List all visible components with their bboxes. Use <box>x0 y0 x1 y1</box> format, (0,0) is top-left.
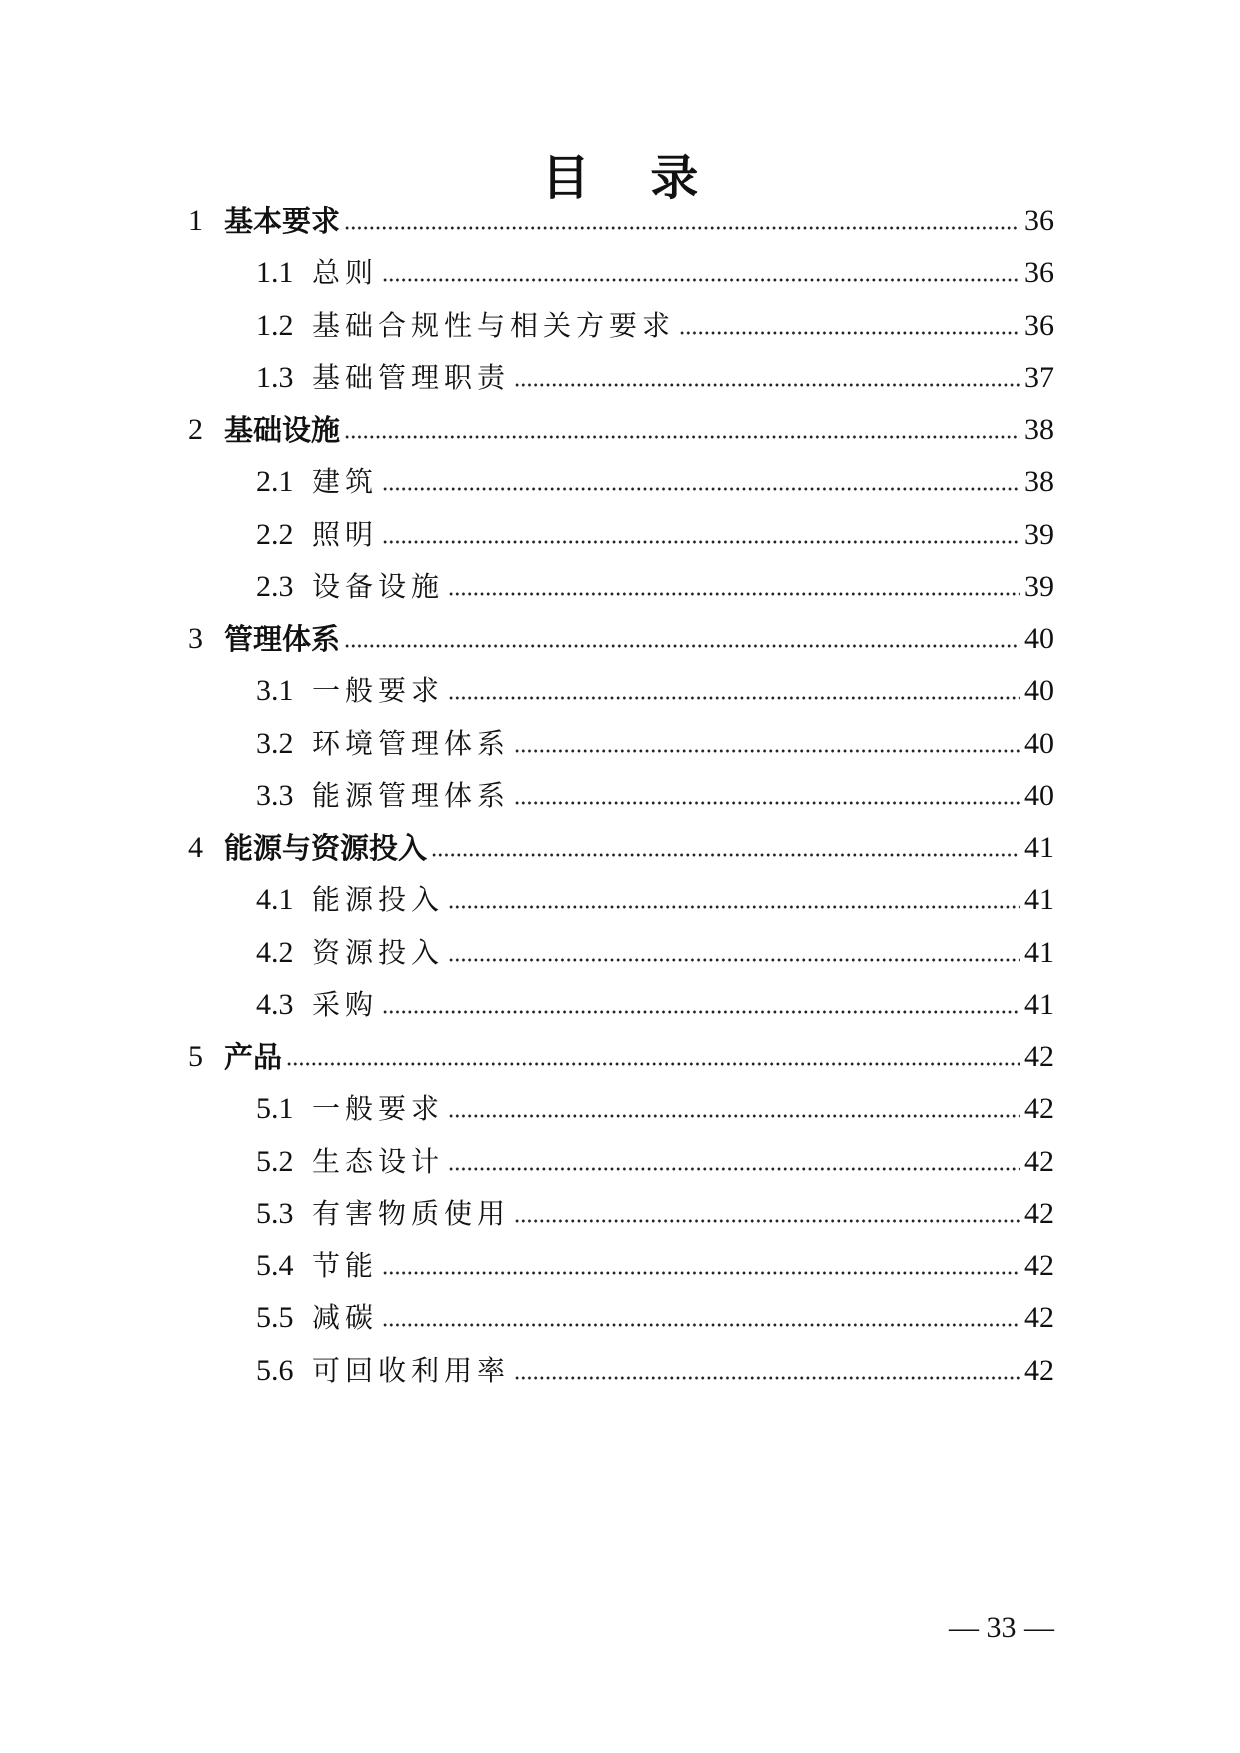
toc-entry[interactable] <box>188 1037 1054 1077</box>
toc-entry-page: 40 <box>1024 674 1054 708</box>
toc-entry[interactable] <box>188 201 1054 241</box>
toc-entry-number: 5.1 <box>256 1092 294 1126</box>
toc-entry-number: 5.6 <box>256 1353 294 1387</box>
toc-entry-label: 基本要求 <box>224 204 341 238</box>
toc-entry-number: 3.2 <box>256 726 294 760</box>
toc-entry-page: 41 <box>1024 987 1054 1021</box>
toc-entry-page: 41 <box>1024 831 1054 864</box>
toc-entry-label: 生态设计 <box>312 1144 445 1178</box>
toc-entry-number: 1.3 <box>256 360 294 394</box>
toc-entry-page: 42 <box>1024 1353 1054 1387</box>
dot-leader <box>448 591 1020 597</box>
dot-leader <box>344 434 1020 440</box>
toc-entry-number: 2 <box>188 413 203 446</box>
toc-entry[interactable] <box>256 724 1054 764</box>
dot-leader <box>382 1009 1020 1015</box>
toc-entry-page: 40 <box>1024 726 1054 760</box>
toc-entry-number: 4 <box>188 831 203 864</box>
toc-entry-label: 总则 <box>312 256 379 290</box>
toc-entry-page: 37 <box>1024 360 1054 394</box>
toc-entry-page: 36 <box>1024 256 1054 290</box>
toc-entry-number: 2.3 <box>256 569 294 603</box>
toc-entry-page: 40 <box>1024 622 1054 655</box>
toc-entry-number: 3.3 <box>256 778 294 812</box>
toc-entry[interactable] <box>256 253 1054 293</box>
toc-entry[interactable] <box>256 1298 1054 1338</box>
toc-entry-label: 建筑 <box>312 465 379 499</box>
dot-leader <box>514 1375 1020 1381</box>
dot-leader <box>382 1322 1020 1328</box>
toc-entry-page: 42 <box>1024 1144 1054 1178</box>
toc-entry-number: 3.1 <box>256 674 294 708</box>
toc-entry[interactable] <box>256 1351 1054 1391</box>
toc-entry[interactable] <box>256 306 1054 346</box>
toc-entry-label: 一般要求 <box>312 1092 445 1126</box>
dot-leader <box>514 382 1020 388</box>
toc-entry-page: 41 <box>1024 883 1054 917</box>
toc-entry-page: 42 <box>1024 1196 1054 1230</box>
toc-entry[interactable] <box>256 985 1054 1025</box>
toc-entry[interactable] <box>256 1142 1054 1182</box>
toc-entry-label: 产品 <box>224 1040 283 1074</box>
toc-entry[interactable] <box>256 776 1054 816</box>
toc-entry[interactable] <box>256 515 1054 555</box>
dot-leader <box>286 1061 1020 1067</box>
toc-entry-label: 可回收利用率 <box>312 1353 511 1387</box>
toc-entry-page: 41 <box>1024 935 1054 969</box>
toc-entry[interactable] <box>256 358 1054 398</box>
toc-entry-label: 减碳 <box>312 1301 379 1335</box>
dot-leader <box>514 1218 1020 1224</box>
dot-leader <box>514 800 1020 806</box>
toc-entry-label: 基础合规性与相关方要求 <box>312 308 676 342</box>
toc-entry-label: 能源与资源投入 <box>224 831 428 865</box>
dot-leader <box>344 643 1020 649</box>
toc-entry-label: 有害物质使用 <box>312 1196 511 1230</box>
toc-entry-label: 基础设施 <box>224 413 341 447</box>
toc-entry-number: 5.2 <box>256 1144 294 1178</box>
toc-entry[interactable] <box>256 880 1054 920</box>
dot-leader <box>382 539 1020 545</box>
toc-entry-label: 设备设施 <box>312 569 445 603</box>
toc-entry-page: 39 <box>1024 517 1054 551</box>
toc-entry-label: 能源投入 <box>312 883 445 917</box>
dot-leader <box>679 330 1020 336</box>
dot-leader <box>382 1270 1020 1276</box>
toc-entry-page: 36 <box>1024 308 1054 342</box>
toc-entry-number: 2.2 <box>256 517 294 551</box>
toc-entry-label: 环境管理体系 <box>312 726 511 760</box>
dot-leader <box>382 486 1020 492</box>
dot-leader <box>514 748 1020 754</box>
dot-leader <box>431 852 1020 858</box>
dot-leader <box>344 225 1020 231</box>
toc-entry-number: 3 <box>188 622 203 655</box>
toc-entry-number: 5.4 <box>256 1249 294 1282</box>
toc-entry[interactable] <box>256 567 1054 607</box>
toc-entry-label: 管理体系 <box>224 622 341 656</box>
toc-entry-number: 5.5 <box>256 1301 294 1335</box>
toc-entry-number: 4.2 <box>256 935 294 969</box>
toc-entry[interactable] <box>256 1246 1054 1286</box>
dot-leader <box>448 695 1020 701</box>
toc-entry-page: 42 <box>1024 1040 1054 1073</box>
toc-entry-label: 资源投入 <box>312 935 445 969</box>
dot-leader <box>448 1166 1020 1172</box>
toc-entry-number: 1 <box>188 204 203 237</box>
toc-entry-page: 39 <box>1024 569 1054 603</box>
toc-entry[interactable] <box>256 933 1054 973</box>
dot-leader <box>448 1113 1020 1119</box>
toc-entry-label: 节能 <box>312 1249 379 1282</box>
dot-leader <box>382 277 1020 283</box>
toc-entry-page: 38 <box>1024 413 1054 446</box>
toc-entry-number: 2.1 <box>256 465 294 499</box>
toc-entry-label: 一般要求 <box>312 674 445 708</box>
dot-leader <box>448 904 1020 910</box>
page-title: 目 录 <box>541 150 721 206</box>
toc-entry[interactable] <box>256 462 1054 502</box>
toc-entry-label: 照明 <box>312 517 379 551</box>
toc-entry-page: 40 <box>1024 778 1054 812</box>
toc-entry-page: 36 <box>1024 204 1054 237</box>
toc-entry-label: 基础管理职责 <box>312 360 511 394</box>
toc-entry-label: 能源管理体系 <box>312 778 511 812</box>
toc-entry[interactable] <box>188 410 1054 450</box>
toc-entry-number: 1.1 <box>256 256 294 290</box>
toc-entry-page: 42 <box>1024 1301 1054 1335</box>
page-number: — 33 — <box>949 1611 1054 1644</box>
toc-entry-page: 38 <box>1024 465 1054 499</box>
toc-entry-number: 4.3 <box>256 987 294 1021</box>
toc-entry-page: 42 <box>1024 1092 1054 1126</box>
toc-entry-number: 1.2 <box>256 308 294 342</box>
toc-entry[interactable] <box>256 671 1054 711</box>
dot-leader <box>448 957 1020 963</box>
toc-entry-page: 42 <box>1024 1249 1054 1282</box>
toc-entry-number: 5.3 <box>256 1196 294 1230</box>
toc-entry[interactable] <box>188 828 1054 868</box>
toc-entry[interactable] <box>256 1089 1054 1129</box>
toc-entry-number: 4.1 <box>256 883 294 917</box>
toc-entry-number: 5 <box>188 1040 203 1073</box>
toc-entry[interactable] <box>188 619 1054 659</box>
toc-entry[interactable] <box>256 1194 1054 1234</box>
toc-entry-label: 采购 <box>312 987 379 1021</box>
